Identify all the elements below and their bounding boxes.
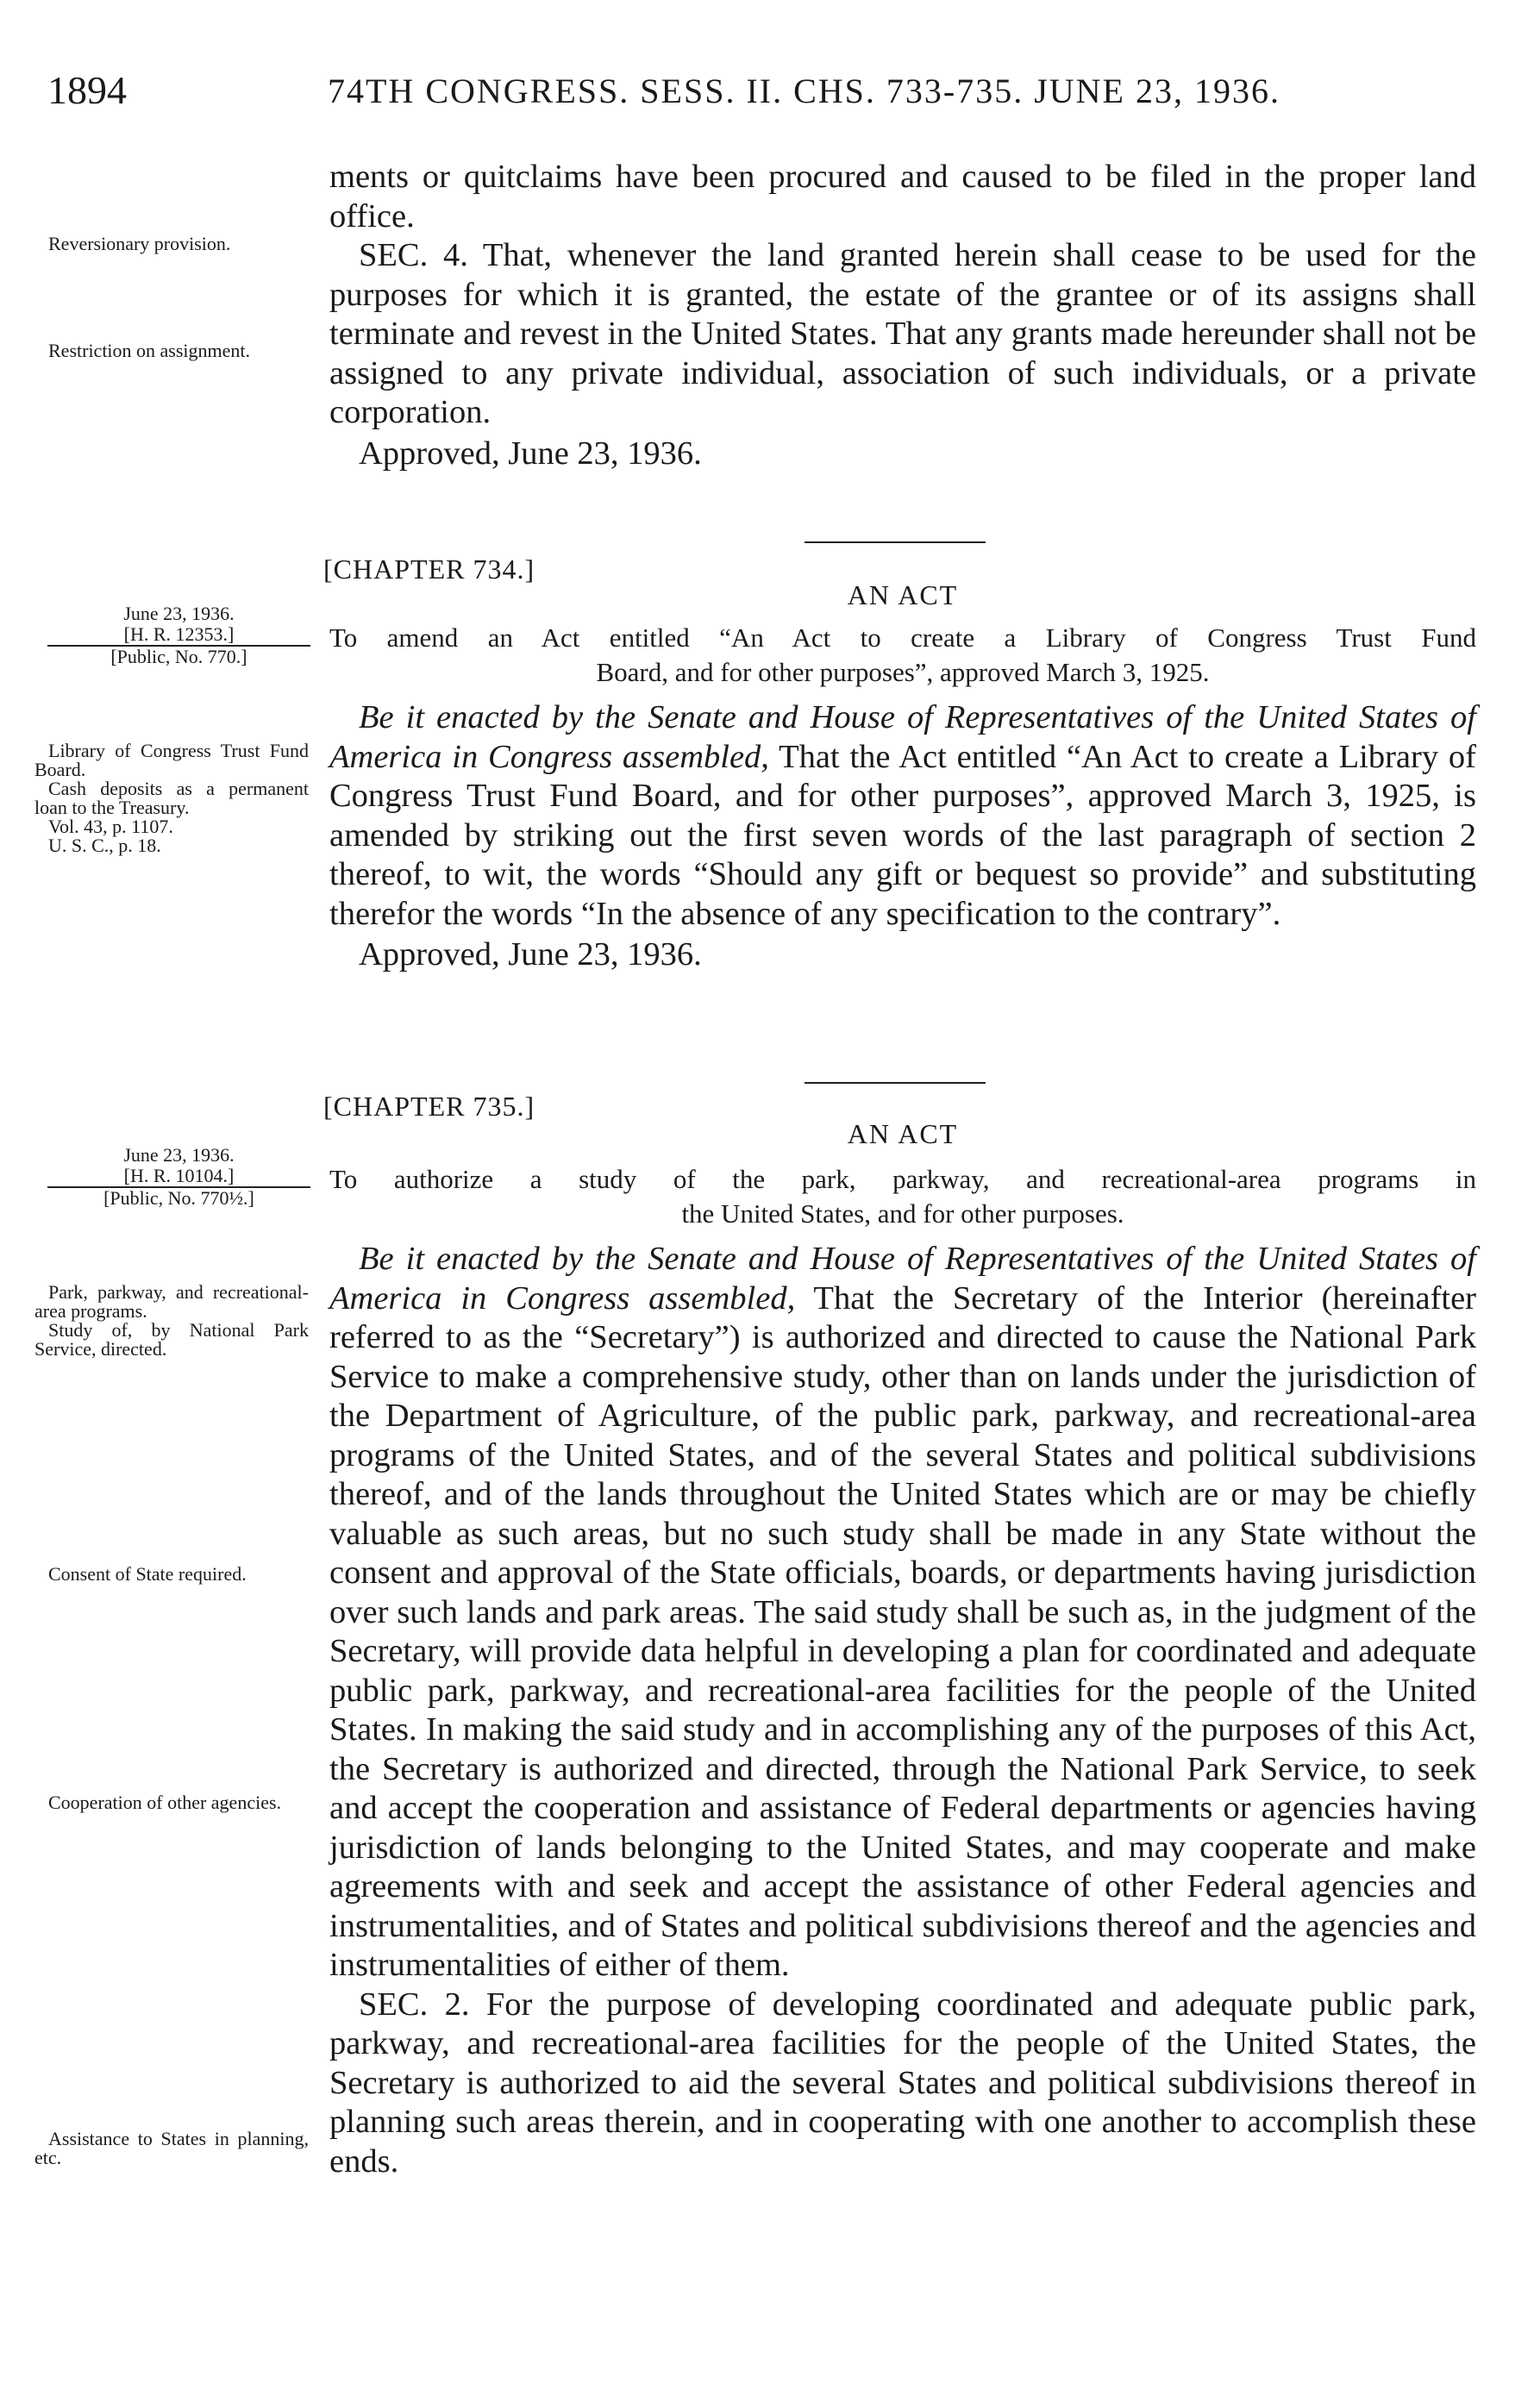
chapter-734-heading: [CHAPTER 734.] bbox=[323, 554, 535, 585]
sidebox-735-date: June 23, 1936. bbox=[123, 1144, 235, 1166]
an-act-735: AN ACT bbox=[847, 1118, 959, 1149]
note-usc: U. S. C., p. 18. bbox=[48, 835, 161, 856]
running-title: 74TH CONGRESS. SESS. II. CHS. 733-735. JUNE 23, 1936. bbox=[328, 72, 1280, 110]
chapter-734-text: That the Act entitled “An Act to create a Library of Congress Trust Fund Board, and for other purposes”, approved March 3, 1925, is amended by striking out the first seven words of the last paragraph of section 2 thereof, to wit, the words “Should any gift or bequest so provide” and substituting therefor the words “In the absence of any specification to the contrary”. bbox=[329, 738, 1476, 932]
title-734-line2: Board, and for other purposes”, approved March 3, 1925. bbox=[596, 657, 1210, 687]
approved-733: Approved, June 23, 1936. bbox=[359, 435, 702, 472]
margin-notes-735-a bbox=[34, 1283, 309, 1359]
title-735 bbox=[329, 1162, 1476, 1231]
note-study: Study of, by National Park Service, directed. bbox=[34, 1319, 309, 1360]
chapter-735-heading: [CHAPTER 735.] bbox=[323, 1091, 535, 1122]
margin-note-reversionary: Reversionary provision. bbox=[48, 233, 231, 254]
divider-735 bbox=[805, 1082, 986, 1084]
title-735-line2: the United States, and for other purposes. bbox=[681, 1198, 1124, 1229]
sidebox-734 bbox=[47, 604, 310, 667]
an-act-734: AN ACT bbox=[847, 579, 959, 610]
title-734 bbox=[329, 621, 1476, 690]
note-library: Library of Congress Trust Fund Board. bbox=[34, 740, 309, 780]
section-1-text: That the Secretary of the Interior (hereinafter referred to as the “Secretary”) is authorized and directed to cause the National Park Service to make a comprehensive study, other than on lands under the jurisdiction of the Department of Agriculture, of the public park, parkway, and recreational-area programs of the United States, and of the several States and political subdivisions thereof, and of the lands throughout the United States which are or may be chiefly valuable as such areas, but no such study shall be made in any State without the consent and approval of the State officials, boards, or departments having jurisdiction over such lands and park areas. The said study shall be such as, in the judgment of the Secretary, will provide data helpful in developing a plan for coordinated and adequate public park, parkway, and recreational-area facilities for the people of the United States. In making the said study and in accomplishing any of the purposes of this Act, the Secretary is authorized and directed, through the National Park Service, to seek and accept the cooperation and assistance of Federal departments or agencies having jurisdiction of lands belonging to the United States, and may cooperate and make agreements with and seek and accept the assistance of other Federal agencies and instrumentalities, and of States and political subdivisions thereof and the agencies and instrumentalities of either of them. bbox=[329, 1279, 1476, 1983]
note-vol: Vol. 43, p. 1107. bbox=[48, 816, 173, 837]
chapter-735-body bbox=[329, 1240, 1476, 2181]
section-4-paragraph: SEC. 4. That, whenever the land granted herein shall cease to be used for the purposes for which it is granted, the estate of the grantee or of its assigns shall terminate and revest in the United States. That any grants made hereunder shall not be assigned to any private individual, association of such individuals, or a private corporation. bbox=[329, 237, 1476, 430]
margin-note-cooperation: Cooperation of other agencies. bbox=[48, 1792, 282, 1813]
sidebox-735-public: [Public, No. 770½.] bbox=[103, 1187, 254, 1209]
sidebox-734-date: June 23, 1936. bbox=[123, 603, 235, 624]
margin-note-restriction: Restriction on assignment. bbox=[48, 340, 251, 361]
title-734-line1: To amend an Act entitled “An Act to create a Library of Congress Trust Fund bbox=[329, 622, 1476, 653]
chapter-733-body bbox=[329, 158, 1476, 473]
section-2-paragraph: SEC. 2. For the purpose of developing coordinated and adequate public park, parkway, and recreational-area facilities for the people of the United States, the Secretary is authorized to aid the several States and political subdivisions thereof in planning such areas therein, and in cooperating with one another to accomplish these ends. bbox=[329, 1986, 1476, 2180]
chapter-734-body bbox=[329, 698, 1476, 975]
sidebox-735 bbox=[47, 1145, 310, 1209]
margin-notes-734 bbox=[34, 741, 309, 855]
enacting-clause-734: Be it enacted by the Senate and House of Representatives of the United States of America in Congress assembled, bbox=[329, 699, 1476, 775]
sidebox-735-bill: [H. R. 10104.] bbox=[47, 1166, 310, 1188]
margin-note-consent: Consent of State required. bbox=[48, 1563, 247, 1585]
margin-note-assistance: Assistance to States in planning, etc. bbox=[34, 2128, 309, 2168]
note-park: Park, parkway, and recreational-area programs. bbox=[34, 1281, 309, 1322]
page-number: 1894 bbox=[47, 68, 127, 112]
sidebox-734-public: [Public, No. 770.] bbox=[110, 646, 247, 667]
enacting-clause-735: Be it enacted by the Senate and House of Representatives of the United States of America in Congress assembled, bbox=[329, 1241, 1476, 1317]
section-1-paragraph bbox=[329, 1240, 1476, 1986]
chapter-734-enacting-paragraph bbox=[329, 698, 1476, 934]
title-735-line1: To authorize a study of the park, parkway, and recreational-area programs in bbox=[329, 1164, 1476, 1194]
divider-734 bbox=[805, 541, 986, 543]
sidebox-734-bill: [H. R. 12353.] bbox=[47, 624, 310, 647]
note-cash: Cash deposits as a permanent loan to the Treasury. bbox=[34, 778, 309, 818]
approved-734: Approved, June 23, 1936. bbox=[359, 936, 702, 973]
continuation-paragraph: ments or quitclaims have been procured and caused to be filed in the proper land office. bbox=[329, 159, 1476, 235]
